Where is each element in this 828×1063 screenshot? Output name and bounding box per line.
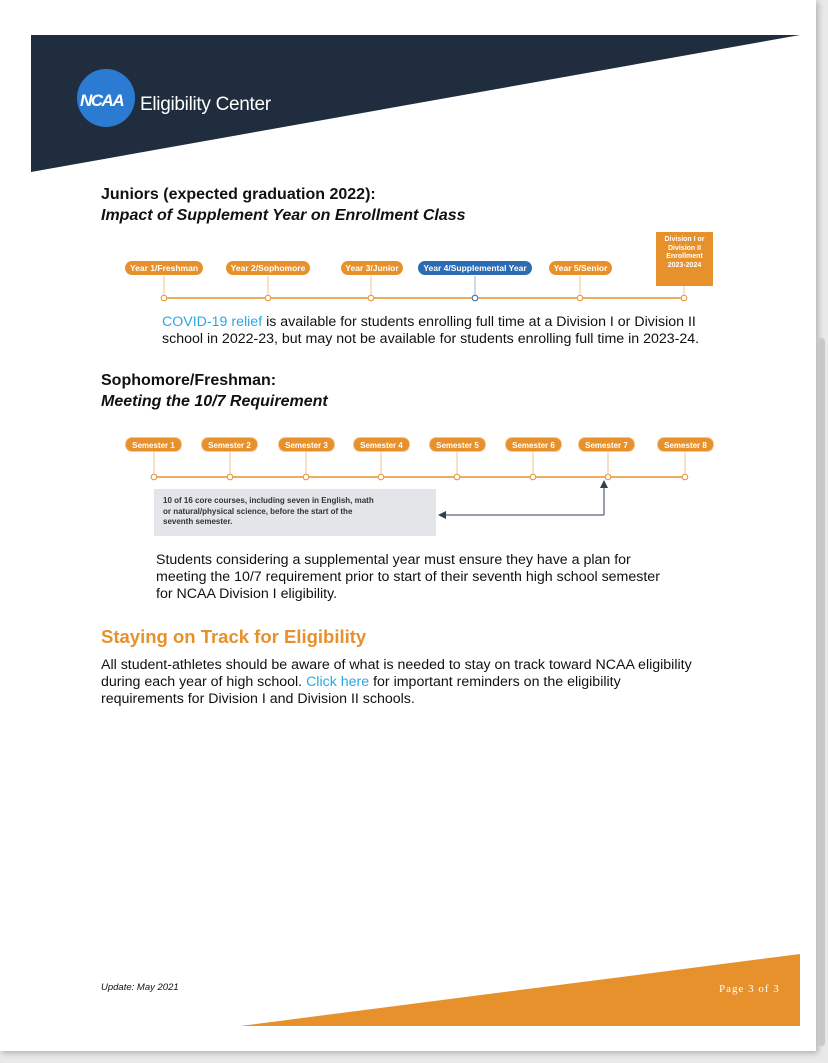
update-date: Update: May 2021 [101,982,179,993]
covid-relief-paragraph: COVID-19 relief is available for students enrolling full time at a Division I or Division II school in 2022-23, but may not be available for students enrolling full time in 2023-24. [162,314,700,347]
sophomore-heading: Sophomore/Freshman: [101,372,277,389]
semester-4: Semester 4 [353,437,410,452]
timeline-year-4: Year 4/Supplemental Year [418,261,532,275]
semester-1: Semester 1 [125,437,182,452]
semester-7: Semester 7 [578,437,635,452]
eligibility-center-logo-text: Eligibility Center [140,94,271,115]
timeline-year-1: Year 1/Freshman [125,261,203,275]
supplemental-year-note: Students considering a supplemental year must ensure they have a plan for meeting the 10/7 requirement prior to start of their seventh high school semester for NCAA Division I eligibility. [156,552,660,602]
sophomore-subheading: Meeting the 10/7 Requirement [101,393,328,410]
semester-5: Semester 5 [429,437,486,452]
timeline-year-2: Year 2/Sophomore [226,261,310,275]
core-courses-callout: 10 of 16 core courses, including seven in English, math or natural/physical science, before the start of the seventh semester. [154,489,436,536]
staying-on-track-heading: Staying on Track for Eligibility [101,626,367,647]
semester-6: Semester 6 [505,437,562,452]
semester-2: Semester 2 [201,437,258,452]
vertical-scrollbar[interactable] [818,338,825,1046]
ncaa-logo-mark: NCAA [80,91,124,110]
click-here-link[interactable]: Click here [306,674,370,690]
semester-3: Semester 3 [278,437,335,452]
juniors-subheading: Impact of Supplement Year on Enrollment Class [101,207,466,224]
juniors-heading: Juniors (expected graduation 2022): [101,186,376,203]
page-number: Page 3 of 3 [719,983,780,995]
covid-relief-link[interactable]: COVID-19 relief [162,314,263,330]
timeline-year-5: Year 5/Senior [549,261,612,275]
semester-8: Semester 8 [657,437,714,452]
staying-on-track-paragraph: All student-athletes should be aware of what is needed to stay on track toward NCAA eligibility during each year of high school. Click here for important reminders on the eligibility requirements for Division I and Division II schools. [101,657,692,707]
enrollment-box: Division I or Division II Enrollment 2023-2024 [656,232,713,286]
timeline-year-3: Year 3/Junior [341,261,403,275]
